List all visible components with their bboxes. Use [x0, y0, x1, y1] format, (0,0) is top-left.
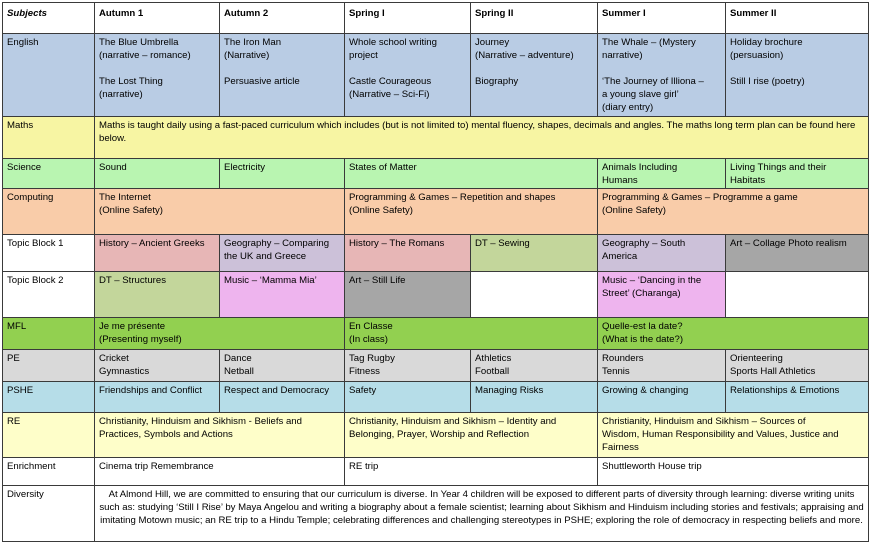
cell-pe	[345, 350, 471, 382]
cell-line: Animals Including	[602, 162, 678, 173]
cell-line: Shuttleworth House trip	[602, 461, 702, 472]
header-summer-1: Summer I	[598, 3, 726, 34]
cell-line: Safety	[349, 385, 377, 396]
cell-line: (Online Safety)	[349, 205, 413, 216]
subject-label: English	[3, 34, 95, 117]
cell-maths	[95, 117, 869, 159]
cell-line: Tennis	[602, 366, 630, 377]
cell-line: Netball	[224, 366, 254, 377]
cell-line: Quelle-est la date?	[602, 321, 683, 332]
cell-science	[598, 159, 726, 189]
cell-pshe	[95, 382, 220, 413]
cell-line: Fitness	[349, 366, 380, 377]
cell-line: Growing & changing	[602, 385, 689, 396]
cell-line: RE trip	[349, 461, 379, 472]
cell-line: Tag Rugby	[349, 353, 395, 364]
cell-line: Street’ (Charanga)	[602, 288, 681, 299]
row-science	[3, 159, 869, 189]
row-maths	[3, 117, 869, 159]
cell-line: Christianity, Hinduism and Sikhism – Identity and	[349, 416, 557, 427]
cell-line: Respect and Democracy	[224, 385, 330, 396]
cell-line: Wisdom, Human Responsibility and Values, Justice and	[602, 429, 839, 440]
cell-line: (diary entry)	[602, 102, 654, 113]
cell-topic-block-2	[598, 272, 726, 318]
cell-line: Practices, Symbols and Actions	[99, 429, 233, 440]
cell-line: The Iron Man	[224, 37, 282, 48]
cell-line: Football	[475, 366, 510, 377]
subject-label: Enrichment	[3, 458, 95, 486]
cell-line: The Internet	[99, 192, 151, 203]
cell-line: Art – Still Life	[349, 275, 406, 286]
cell-line: Cricket	[99, 353, 129, 364]
header-summer-2: Summer II	[726, 3, 869, 34]
cell-line: Belonging, Prayer, Worship and Reflection	[349, 429, 530, 440]
cell-topic-block-2	[726, 272, 869, 318]
subject-label: Computing	[3, 189, 95, 235]
cell-enrichment	[95, 458, 345, 486]
cell-pe	[220, 350, 345, 382]
cell-line: (In class)	[349, 334, 388, 345]
row-re	[3, 413, 869, 458]
cell-english	[471, 34, 598, 117]
row-enrichment	[3, 458, 869, 486]
header-autumn-2: Autumn 2	[220, 3, 345, 34]
cell-line: Friendships and Conflict	[99, 385, 202, 396]
subject-label: MFL	[3, 318, 95, 350]
subject-label: PE	[3, 350, 95, 382]
cell-topic-block-2	[471, 272, 598, 318]
cell-line: Maths is taught daily using a fast-paced curriculum which includes (but is not limited to) mental fluency, shapes, decimals and angles. The maths long term plan can be found here below.	[99, 120, 856, 144]
cell-mfl	[598, 318, 869, 350]
cell-line: (What is the date?)	[602, 334, 684, 345]
cell-line: Christianity, Hinduism and Sikhism - Beliefs and	[99, 416, 302, 427]
cell-line: Christianity, Hinduism and Sikhism – Sources of	[602, 416, 806, 427]
cell-line: The Blue Umbrella	[99, 37, 179, 48]
cell-line: Athletics	[475, 353, 512, 364]
cell-line: (Narrative – Sci-Fi)	[349, 89, 430, 100]
cell-english	[345, 34, 471, 117]
cell-topic-block-1	[345, 235, 471, 272]
cell-science	[220, 159, 345, 189]
header-spring-2: Spring II	[471, 3, 598, 34]
cell-line: The Lost Thing	[99, 76, 163, 87]
row-topic-block-1	[3, 235, 869, 272]
cell-pshe	[471, 382, 598, 413]
cell-line	[99, 62, 215, 75]
header-subjects: Subjects	[3, 3, 95, 34]
cell-topic-block-1	[95, 235, 220, 272]
cell-science	[726, 159, 869, 189]
cell-science	[95, 159, 220, 189]
cell-line: Geography – South	[602, 238, 686, 249]
cell-english	[726, 34, 869, 117]
header-autumn-1: Autumn 1	[95, 3, 220, 34]
cell-pe	[471, 350, 598, 382]
cell-pe	[95, 350, 220, 382]
cell-pshe	[598, 382, 726, 413]
cell-line: Sound	[99, 162, 127, 173]
cell-line: DT – Sewing	[475, 238, 530, 249]
cell-pshe	[345, 382, 471, 413]
cell-line	[475, 274, 593, 287]
cell-mfl	[345, 318, 598, 350]
cell-line: (Narrative – adventure)	[475, 50, 574, 61]
cell-line: project	[349, 50, 378, 61]
cell-topic-block-1	[220, 235, 345, 272]
header-row	[3, 3, 869, 34]
cell-line	[602, 62, 721, 75]
cell-line: Rounders	[602, 353, 644, 364]
cell-line: (persuasion)	[730, 50, 784, 61]
cell-line: ‘The Journey of Illiona –	[602, 76, 704, 87]
cell-computing	[598, 189, 869, 235]
cell-line: Humans	[602, 175, 638, 186]
subject-label: Topic Block 1	[3, 235, 95, 272]
cell-line: Relationships & Emotions	[730, 385, 840, 396]
cell-line: Sports Hall Athletics	[730, 366, 816, 377]
cell-line	[730, 274, 864, 287]
cell-topic-block-1	[598, 235, 726, 272]
row-computing	[3, 189, 869, 235]
cell-line: States of Matter	[349, 162, 417, 173]
cell-line: Art – Collage Photo realism	[730, 238, 847, 249]
cell-line: At Almond Hill, we are committed to ensuring that our curriculum is diverse. In Year 4 children will be exposed to different parts of diversity through learning: diverse writing units such as: studying ‘Still I Rise’ by Maya Angelou and writing a biography about a female scientist; learning about Sikhism and Hinduism including stories and festivals; appraising and imitating Motown music; an RE trip to a Hindu Temple; celebrating differences and challenging stereotypes in PSHE; exploring the role of democracy in respecting beliefs and more.	[99, 489, 864, 526]
cell-line: Whole school writing	[349, 37, 437, 48]
cell-topic-block-2	[220, 272, 345, 318]
cell-computing	[95, 189, 345, 235]
subject-label: Science	[3, 159, 95, 189]
cell-line: History – Ancient Greeks	[99, 238, 205, 249]
cell-topic-block-2	[95, 272, 220, 318]
cell-line: Castle Courageous	[349, 76, 432, 87]
cell-line: Habitats	[730, 175, 766, 186]
cell-line: (Narrative)	[224, 50, 270, 61]
cell-line: narrative)	[602, 50, 643, 61]
cell-english	[95, 34, 220, 117]
cell-line	[730, 62, 864, 75]
cell-line: Orienteering	[730, 353, 783, 364]
header-spring-1: Spring I	[345, 3, 471, 34]
cell-line: Music – ‘Mamma Mia’	[224, 275, 317, 286]
cell-line	[224, 62, 340, 75]
cell-topic-block-1	[471, 235, 598, 272]
cell-line: (narrative)	[99, 89, 143, 100]
cell-line: America	[602, 251, 638, 262]
cell-computing	[345, 189, 598, 235]
subject-label: PSHE	[3, 382, 95, 413]
cell-enrichment	[598, 458, 869, 486]
row-english	[3, 34, 869, 117]
cell-mfl	[95, 318, 345, 350]
cell-line: Je me présente	[99, 321, 166, 332]
subject-label: RE	[3, 413, 95, 458]
cell-line: Biography	[475, 76, 519, 87]
cell-line: Persuasive article	[224, 76, 300, 87]
cell-line: Holiday brochure	[730, 37, 803, 48]
cell-line: DT – Structures	[99, 275, 167, 286]
cell-topic-block-2	[345, 272, 471, 318]
cell-line: Programming & Games – Repetition and shapes	[349, 192, 556, 203]
cell-line: a young slave girl’	[602, 89, 679, 100]
cell-line: (Presenting myself)	[99, 334, 182, 345]
cell-line: Programming & Games – Programme a game	[602, 192, 798, 203]
cell-line: Still I rise (poetry)	[730, 76, 805, 87]
cell-english	[220, 34, 345, 117]
cell-re	[598, 413, 869, 458]
cell-line: Fairness	[602, 442, 639, 453]
cell-pe	[598, 350, 726, 382]
cell-line: the UK and Greece	[224, 251, 307, 262]
cell-topic-block-1	[726, 235, 869, 272]
cell-line: Music – ‘Dancing in the	[602, 275, 702, 286]
row-pshe	[3, 382, 869, 413]
subject-label: Topic Block 2	[3, 272, 95, 318]
cell-line: (narrative – romance)	[99, 50, 191, 61]
cell-line: The Whale – (Mystery	[602, 37, 696, 48]
cell-pe	[726, 350, 869, 382]
cell-line	[349, 62, 466, 75]
cell-diversity	[95, 486, 869, 542]
cell-line: (Online Safety)	[99, 205, 163, 216]
cell-line: En Classe	[349, 321, 393, 332]
row-topic-block-2	[3, 272, 869, 318]
row-diversity	[3, 486, 869, 542]
subject-label: Diversity	[3, 486, 95, 542]
cell-line: Dance	[224, 353, 252, 364]
curriculum-table	[2, 2, 869, 542]
row-mfl	[3, 318, 869, 350]
cell-re	[95, 413, 345, 458]
cell-enrichment	[345, 458, 598, 486]
subject-label: Maths	[3, 117, 95, 159]
cell-line: Journey	[475, 37, 510, 48]
row-pe	[3, 350, 869, 382]
cell-re	[345, 413, 598, 458]
cell-pshe	[726, 382, 869, 413]
cell-line: History – The Romans	[349, 238, 445, 249]
cell-line	[475, 62, 593, 75]
cell-science	[345, 159, 598, 189]
cell-pshe	[220, 382, 345, 413]
cell-line: Living Things and their	[730, 162, 827, 173]
cell-line: (Online Safety)	[602, 205, 666, 216]
cell-line: Cinema trip Remembrance	[99, 461, 214, 472]
cell-line: Gymnastics	[99, 366, 150, 377]
cell-line: Electricity	[224, 162, 266, 173]
cell-english	[598, 34, 726, 117]
cell-line: Geography – Comparing	[224, 238, 330, 249]
cell-line: Managing Risks	[475, 385, 544, 396]
